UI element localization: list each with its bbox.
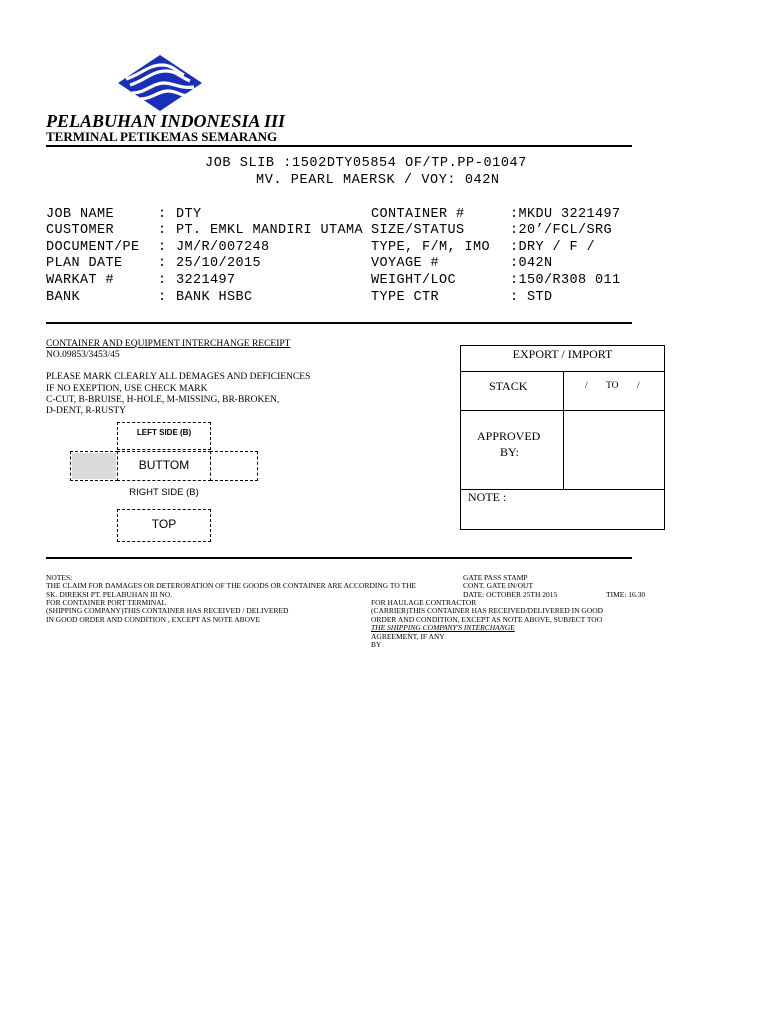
instruction-line: D-DENT, R-RUSTY <box>46 406 127 416</box>
info-divider <box>46 322 632 324</box>
info-value: :150/R308 011 <box>510 273 621 288</box>
footer-note-line: IN GOOD ORDER AND CONDITION , EXCEPT AS NOTE ABOVE <box>46 615 261 624</box>
export-import-label: EXPORT / IMPORT <box>512 347 613 361</box>
stack-label: STACK <box>489 379 528 393</box>
info-label: CUSTOMER <box>46 223 115 238</box>
info-label: JOB NAME <box>46 207 115 222</box>
info-label: SIZE/STATUS <box>371 223 465 238</box>
info-value: DTY <box>176 207 202 222</box>
redacted-area <box>72 453 116 479</box>
info-label: DOCUMENT/PE <box>46 240 140 255</box>
info-value: :DRY / F / <box>510 240 596 255</box>
top-label: TOP <box>151 517 177 531</box>
info-colon: : <box>158 223 167 238</box>
gate-pass-stamp: GATE PASS STAMP <box>463 573 528 582</box>
left-side-label: LEFT SIDE (B) <box>136 428 192 437</box>
info-label: PLAN DATE <box>46 256 123 271</box>
info-value: BANK HSBC <box>176 290 253 305</box>
company-name: PELABUHAN INDONESIA III <box>46 111 286 131</box>
vessel-line: MV. PEARL MAERSK / VOY: 042N <box>256 173 500 188</box>
info-colon: : <box>158 240 167 255</box>
haulage-line: AGREEMENT, IF ANY <box>371 632 445 641</box>
instruction-line: IF NO EXEPTION, USE CHECK MARK <box>46 384 208 394</box>
haulage-line: BY <box>371 640 382 649</box>
job-slip-line: JOB SLIB :1502DTY05854 OF/TP.PP-01047 <box>205 156 527 171</box>
footer-divider <box>46 557 632 559</box>
header-divider <box>46 145 632 147</box>
right-side-label: RIGHT SIDE (B) <box>129 487 199 498</box>
info-value: :MKDU 3221497 <box>510 207 621 222</box>
info-value: :042N <box>510 256 553 271</box>
info-label: TYPE CTR <box>371 290 440 305</box>
note-label: NOTE : <box>468 490 507 504</box>
receipt-title: CONTAINER AND EQUIPMENT INTERCHANGE RECEIPT <box>46 339 291 349</box>
info-label: VOYAGE # <box>371 256 440 271</box>
haulage-line: THE SHIPPING COMPANY'S INTERCHANGE <box>371 623 515 632</box>
footer-note-line: NOTES: <box>46 573 73 582</box>
info-label: BANK <box>46 290 81 305</box>
info-colon: : <box>158 290 167 305</box>
terminal-name: TERMINAL PETIKEMAS SEMARANG <box>46 129 278 144</box>
status-vdivider <box>563 371 564 489</box>
gate-in-out: CONT. GATE IN/OUT <box>463 581 534 590</box>
info-value: :20’/FCL/SRG <box>510 223 613 238</box>
info-value: PT. EMKL MANDIRI UTAMA <box>176 223 364 238</box>
footer-note-line: THE CLAIM FOR DAMAGES OR DETERORATION OF THE GOODS OR CONTAINER ARE ACCORDING TO THE <box>46 581 417 590</box>
info-colon: : <box>158 256 167 271</box>
info-value: 25/10/2015 <box>176 256 262 271</box>
info-value: 3221497 <box>176 273 236 288</box>
info-colon: : <box>158 273 167 288</box>
bottom-label: BUTTOM <box>138 458 190 472</box>
haulage-line: FOR HAULAGE CONTRACTOR <box>371 598 477 607</box>
approved-label: APPROVED <box>477 429 541 443</box>
footer-note-line: FOR CONTAINER PORT TERMINAL <box>46 598 167 607</box>
info-value: : STD <box>510 290 553 305</box>
instruction-line: C-CUT, B-BRUISE, H-HOLE, M-MISSING, BR-BROKEN, <box>46 395 280 405</box>
info-colon: : <box>158 207 167 222</box>
stack-slash: / <box>637 381 640 391</box>
info-label: WEIGHT/LOC <box>371 273 457 288</box>
info-label: WARKAT # <box>46 273 115 288</box>
info-label: TYPE, F/M, IMO <box>371 240 491 255</box>
info-label: CONTAINER # <box>371 207 465 222</box>
company-logo <box>118 55 202 111</box>
gate-date: DATE: OCTOBER 25TH 2015 <box>463 590 558 599</box>
stack-to: TO <box>606 381 619 391</box>
approved-by-label: BY: <box>500 445 519 459</box>
instruction-line: PLEASE MARK CLEARLY ALL DEMAGES AND DEFICIENCES <box>46 372 311 382</box>
stack-slash: / <box>585 381 588 391</box>
rear-end-panel[interactable] <box>210 451 258 481</box>
info-value: JM/R/007248 <box>176 240 270 255</box>
haulage-line: (CARRIER)THIS CONTAINER HAS RECEIVED/DELIVERED IN GOOD <box>371 606 604 615</box>
receipt-number: NO.09853/3453/45 <box>46 350 120 360</box>
haulage-line: ORDER AND CONDITION, EXCEPT AS NOTE ABOVE, SUBJECT TOO <box>371 615 603 624</box>
footer-note-line: (SHIPPING COMPANY)THIS CONTAINER HAS RECEIVED / DELIVERED <box>46 606 289 615</box>
gate-time: TIME: 16.30 <box>606 590 646 599</box>
footer-note-line: SK. DIREKSI PT. PELABUHAN III NO. <box>46 590 173 599</box>
